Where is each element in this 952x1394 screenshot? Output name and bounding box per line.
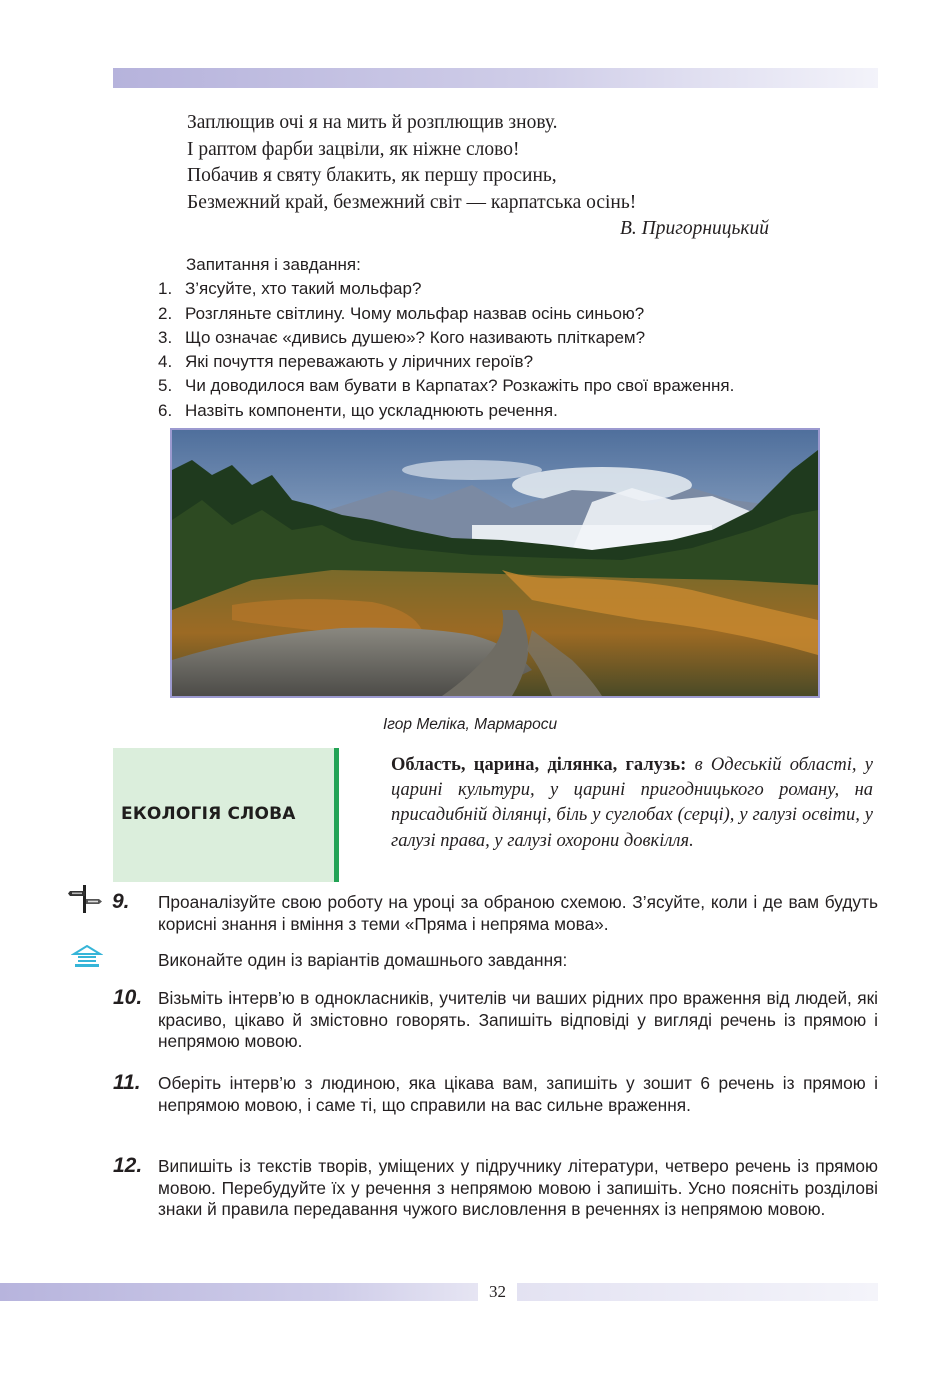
question-item <box>158 399 878 423</box>
task-text: Візьміть інтерв’ю в однокласників, учителів чи ваших рідних про враження від людей, які красиво, цікаво й змістовно говорять. Запишіть відповіді у вигляді речень із прямою і непрямою мовою. <box>158 988 878 1051</box>
poem-line: Побачив я святу блакить, як першу просинь, <box>187 165 557 186</box>
ecology-words: Область, царина, ділянка, галузь: <box>391 755 687 775</box>
ecology-title: ЕКОЛОГІЯ СЛОВА <box>121 804 296 824</box>
poem-line: І раптом фарби зацвіли, як ніжне слово! <box>187 138 520 160</box>
task-text: Виконайте один із варіантів домашнього завдання: <box>158 950 568 970</box>
questions-heading: Запитання і завдання: <box>186 255 361 274</box>
page-number: 32 <box>489 1282 506 1301</box>
bottom-band-left <box>0 1283 478 1301</box>
landscape-illustration <box>172 430 818 696</box>
question-text: Які почуття переважають у ліричних героїв? <box>185 352 534 372</box>
task-number: 11. <box>113 1071 141 1094</box>
task-text: Випишіть із текстів творів, уміщених у підручнику літератури, четверо речень із прямою мовою. Перебудуйте їх у речення з непрямою мовою і запишіть. Усно поясніть розділові знаки й правила передавання чужого висловлення в реченнях із непрямою мовою. <box>158 1156 878 1219</box>
question-number: 5. <box>158 376 173 396</box>
question-number: 2. <box>158 303 173 323</box>
task-10 <box>113 986 878 1053</box>
photo-caption: Ігор Меліка, Мармароси <box>383 716 558 733</box>
poem-author: В. Пригорницький <box>619 218 769 239</box>
poem <box>187 110 807 243</box>
task-12 <box>113 1154 878 1221</box>
question-text: Назвіть компоненти, що ускладнюють речення. <box>185 400 558 420</box>
task-number: 10. <box>113 986 143 1009</box>
question-number: 1. <box>158 279 173 299</box>
task-homework-intro <box>158 950 878 972</box>
poem-line: Заплющив очі я на мить й розплющив знову. <box>187 112 558 133</box>
question-text: Розгляньте світлину. Чому мольфар назвав осінь синьою? <box>185 303 645 323</box>
question-text: Чи доводилося вам бувати в Карпатах? Розкажіть про свої враження. <box>185 376 735 396</box>
question-item <box>158 302 878 326</box>
task-text: Проаналізуйте свою роботу на уроці за обраною схемою. З’ясуйте, коли і де вам будуть корисні знання і вміння з теми «Пряма і непряма мова». <box>158 892 878 934</box>
top-decorative-band <box>113 68 878 88</box>
task-text: Оберіть інтерв’ю з людиною, яка цікава вам, запишіть у зошит 6 речень із прямою і непрямою мовою, і саме ті, що справили на вас сильне враження. <box>158 1073 878 1115</box>
bottom-band-right <box>517 1283 878 1301</box>
question-item <box>158 374 878 398</box>
task-9 <box>112 890 878 935</box>
poem-line: Безмежний край, безмежний світ — карпатська осінь! <box>187 191 637 213</box>
landscape-photo <box>170 428 820 698</box>
question-item <box>158 326 878 350</box>
task-number: 12. <box>113 1154 143 1177</box>
ecology-text <box>391 753 873 854</box>
question-number: 3. <box>158 327 173 347</box>
task-number: 9. <box>112 890 130 913</box>
question-number: 6. <box>158 400 173 420</box>
question-number: 4. <box>158 352 173 372</box>
task-11 <box>113 1071 878 1116</box>
ecology-examples: в Одеській області, у царині культури, у царині пригодницького роману, на присадибній ділянці, біль у суглобах (серці), у галузі освіти, у галузі права, у галузі охорони довкілля. <box>391 755 873 851</box>
questions-section <box>158 253 878 423</box>
question-text: Що означає «дивись душею»? Кого називають пліткарем? <box>185 327 646 347</box>
homework-icon <box>71 945 103 969</box>
question-item <box>158 277 878 301</box>
question-text: З’ясуйте, хто такий мольфар? <box>185 279 422 299</box>
ecology-box <box>113 748 339 882</box>
signpost-icon <box>68 883 104 915</box>
question-item <box>158 350 878 374</box>
